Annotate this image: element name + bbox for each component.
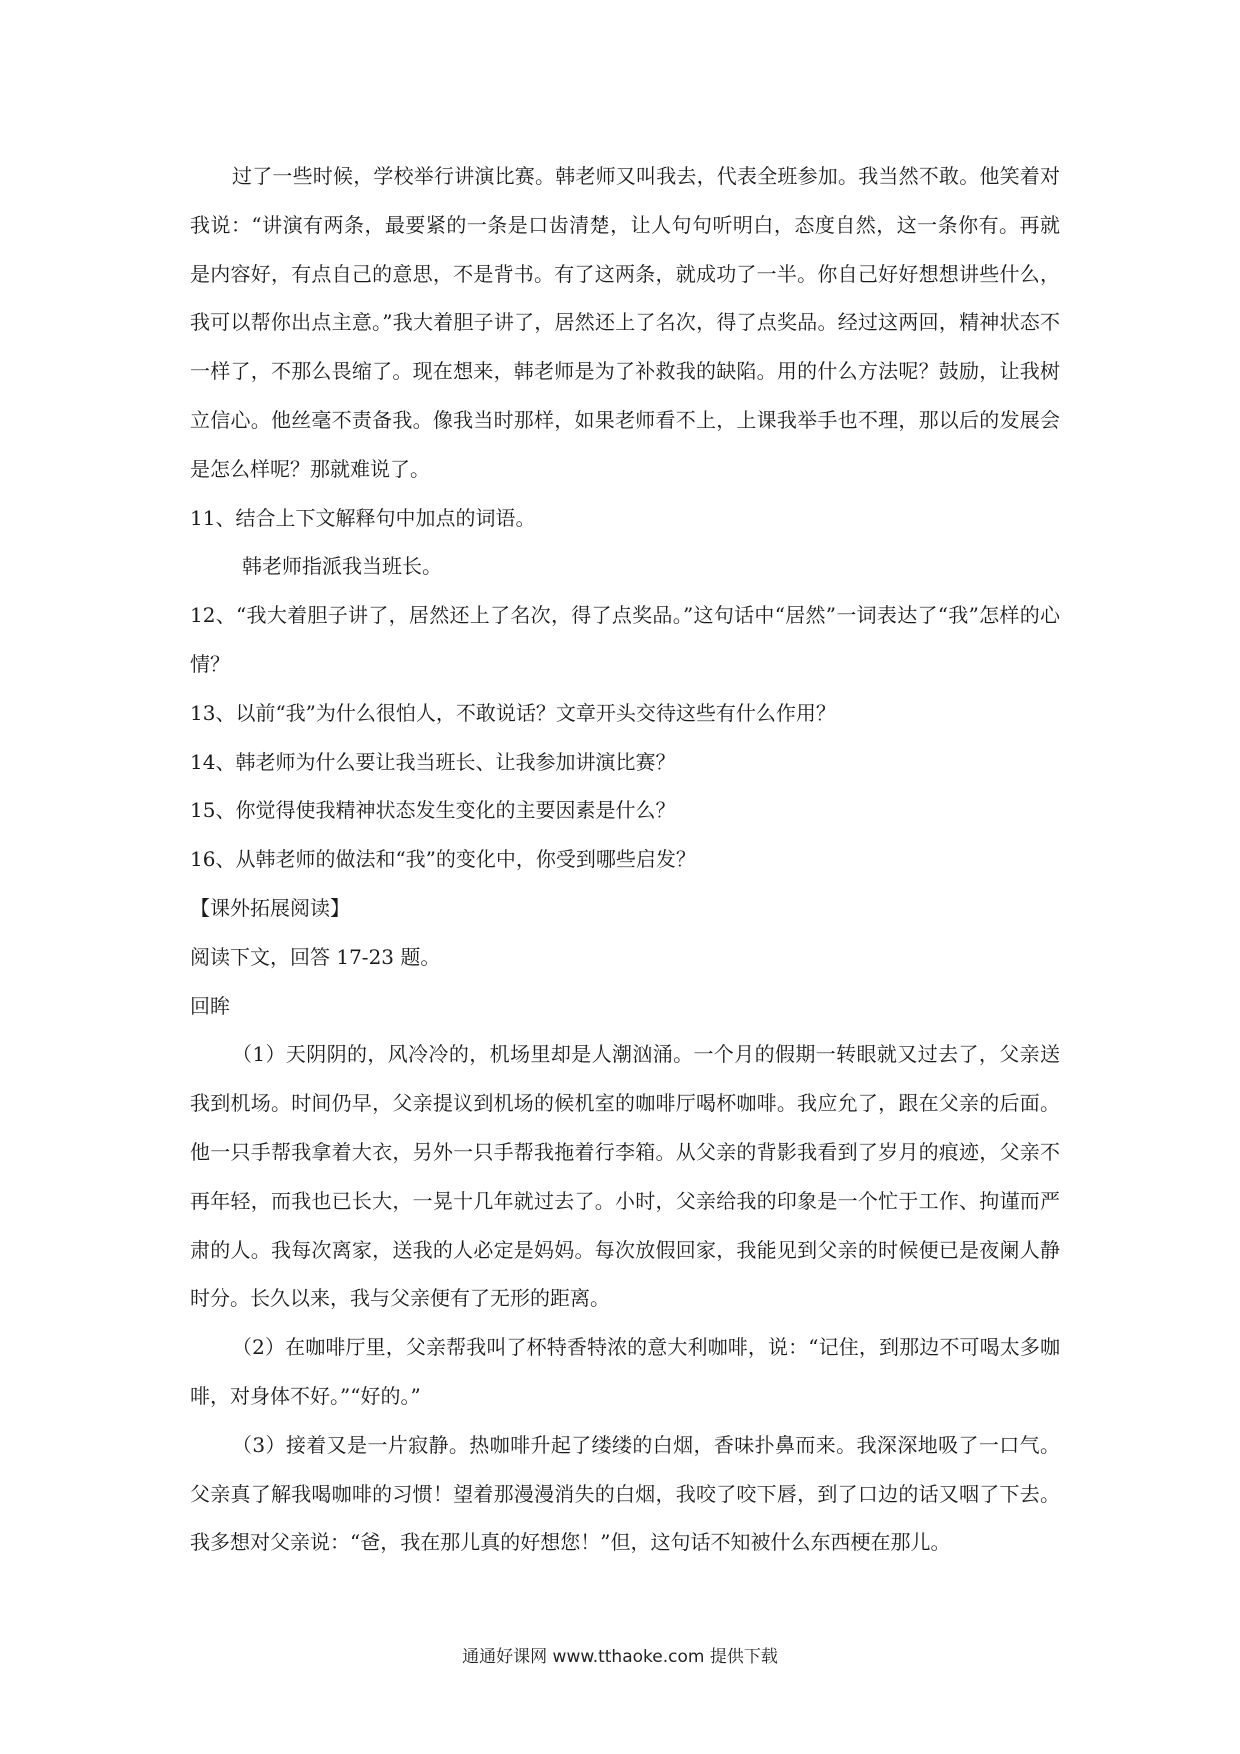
question-11: 11、结合上下文解释句中加点的词语。 [190,505,536,530]
article-paragraph-3: （3）接着又是一片寂静。热咖啡升起了缕缕的白烟，香味扑鼻而来。我深深地吸了一口气。父亲真了解我喝咖啡的习惯！望着那漫漫消失的白烟，我咬了咬下唇，到了口边的话又咽了下去。我多想对父亲说：“爸，我在那儿真的好想您！”但，这句话不知被什么东西梗在那儿。 [190,1432,1060,1555]
question-11-sentence: 韩老师指派我当班长。 [242,554,442,579]
passage-paragraph: 过了一些时候，学校举行讲演比赛。韩老师又叫我去，代表全班参加。我当然不敢。他笑着对我说：“讲演有两条，最要紧的一条是口齿清楚，让人句句听明白，态度自然，这一条你有。再就是内容好，有点自己的意思，不是背书。有了这两条，就成功了一半。你自己好好想想讲些什么，我可以帮你出点主意。”我大着胆子讲了，居然还上了名次，得了点奖品。经过这两回，精神状态不一样了，不那么畏缩了。现在想来，韩老师是为了补救我的缺陷。用的什么方法呢？鼓励，让我树立信心。他丝毫不责备我。像我当时那样，如果老师看不上，上课我举手也不理，那以后的发展会是怎么样呢？那就难说了。 [190,164,1060,481]
article-paragraph-2: （2）在咖啡厅里，父亲帮我叫了杯特香特浓的意大利咖啡，说：“记住，到那边不可喝太多咖啡，对身体不好。”“好的。” [190,1335,1060,1408]
reading-instruction: 阅读下文，回答 17-23 题。 [190,944,441,969]
page-footer: 通通好课网 www.tthaoke.com 提供下载 [462,1647,778,1667]
question-14: 14、韩老师为什么要让我当班长、让我参加讲演比赛？ [190,749,676,774]
section-heading: 【课外拓展阅读】 [190,895,350,920]
question-16: 16、从韩老师的做法和“我”的变化中，你受到哪些启发？ [190,847,696,872]
article-paragraph-1: （1）天阴阴的，风冷冷的，机场里却是人潮汹涌。一个月的假期一转眼就又过去了，父亲送我到机场。时间仍早，父亲提议到机场的候机室的咖啡厅喝杯咖啡。我应允了，跟在父亲的后面。他一只手帮我拿着大衣，另外一只手帮我拖着行李箱。从父亲的背影我看到了岁月的痕迹，父亲不再年轻，而我也已长大，一晃十几年就过去了。小时，父亲给我的印象是一个忙于工作、拘谨而严肃的人。我每次离家，送我的人必定是妈妈。每次放假回家，我能见到父亲的时候便已是夜阑人静时分。长久以来，我与父亲便有了无形的距离。 [190,1042,1060,1311]
article-title: 回眸 [190,993,230,1018]
question-13: 13、以前“我”为什么很怕人，不敢说话？文章开头交待这些有什么作用？ [190,700,836,725]
document-body [190,152,1060,1567]
question-12: 12、“我大着胆子讲了，居然还上了名次，得了点奖品。”这句话中“居然”一词表达了“我”怎样的心情？ [190,603,1060,676]
question-15: 15、你觉得使我精神状态发生变化的主要因素是什么？ [190,798,676,823]
